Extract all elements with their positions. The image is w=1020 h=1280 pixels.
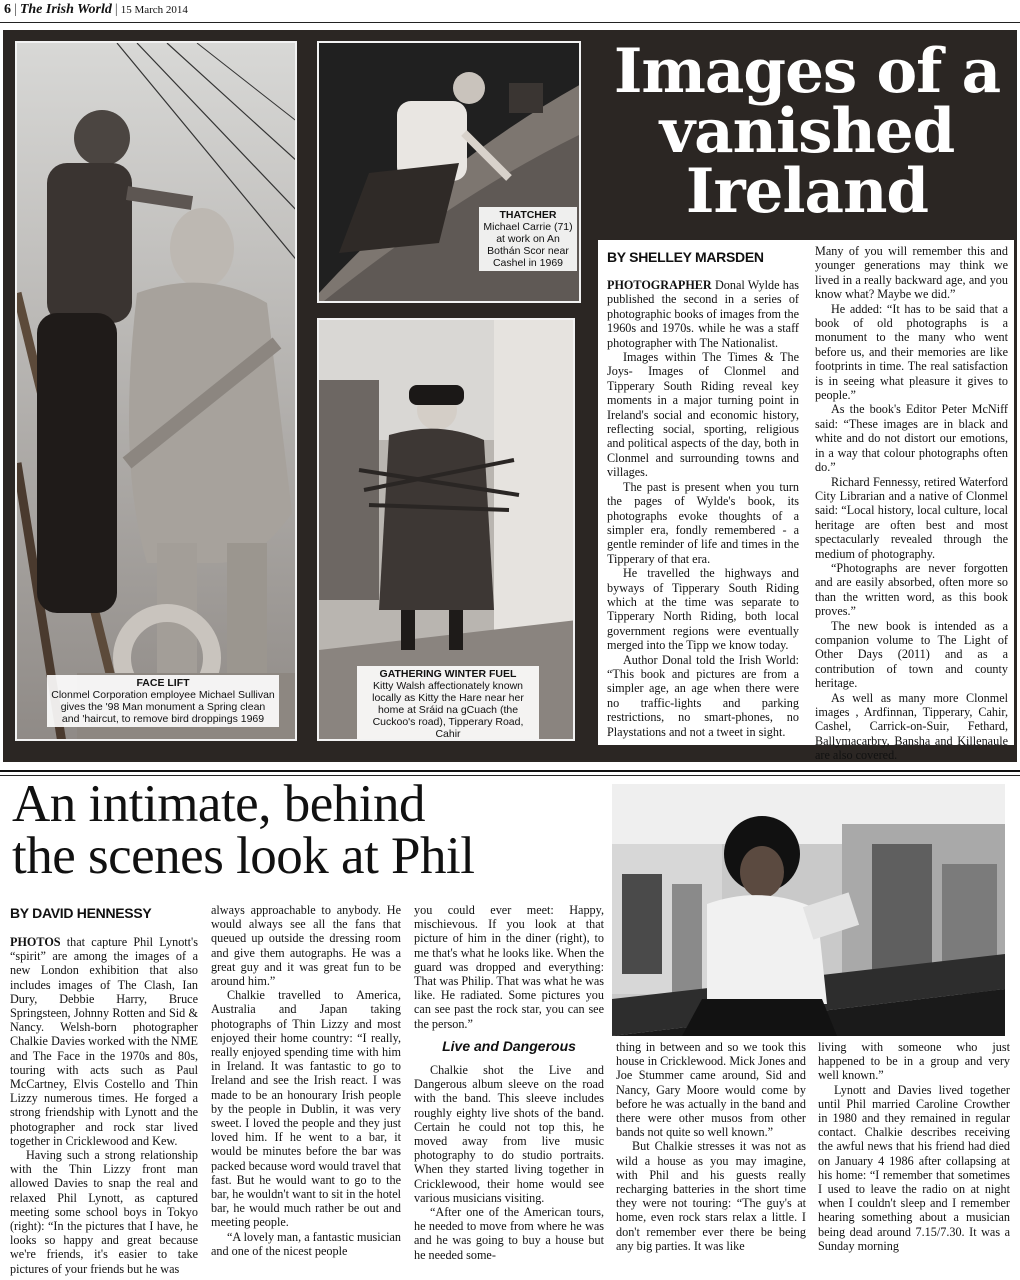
bottom-article-col5 [818,1040,1010,1253]
caption-thatcher [479,207,577,271]
diner-illustration [612,784,1005,1036]
paragraph [607,278,799,350]
page-number: 6 [4,2,11,17]
paragraph: Chalkie travelled to America, Australia and Japan taking photographs of Thin Lizzy and most enjoyed their home country: “I really, really enjoyed spending time with him in Ireland. It was fantastic to go to Ireland and see the Irish react. I was made to be an honourary Irish people by the people in Dublin, it was very sweet. I loved the people and they just loved him. If he went to a bar, it would be minutes before the bar was packed because word would travel that fast. But he would want to go to the bar, he wouldn't want to sit in the hotel bar, he would much rather be out and meeting people. [211,988,401,1230]
paragraph: “After one of the American tours, he needed to move from where he was and he was going to buy a house but he needed some- [414,1205,604,1262]
bottom-article-col3 [414,903,604,1262]
headline-line: Images of a [613,36,1001,107]
paragraph: Richard Fennessy, retired Waterford City Librarian and a native of Clonmel said: “Local history, local culture, local heritage are often best and most spectacularly revealed through the medium of photography. [815,474,1008,561]
paragraph-text: that capture Phil Lynott's “spirit” are among the images of a new London exhibition that also includes images of The Clash, Ian Dury, Debbie Harry, Bruce Springsteen, Johnny Rotten and Sid & Nancy. Welsh-born photographer Chalkie Davies worked with the NME and The Face in the 1970s and 80s, touring with acts such as Paul McCartney, Elvis Costello and Thin Lizzy numerous times. He forged a strong friendship with Lynott and the photographer and rock star lived together in Cricklewood and Kew. [10,935,198,1148]
paragraph: The new book is intended as a companion volume to The Light of Other Days (2011) and as a contribution of town and county heritage. [815,618,1008,691]
headline-line: vanished [659,96,955,167]
paragraph: always approachable to anybody. He would always see all the fans that queued up outside the dressing room and give them autographs. He was a great guy and it was great fun to be around him.” [211,903,401,989]
paragraph: The past is present when you turn the pages of Wylde's book, its photographs evoke thoughts of a simpler era, fondly remembered - a gentle reminder of life and times in the Tipperary of that era. [607,479,799,566]
paragraph: you could ever meet: Happy, mischievous. If you look at that picture of him in the diner (right), to me that's what he looks like. When the guard was dropped and everything: That was Philip. That was what he was like. He radiated. Some pictures you can see past the rock star, you can see the person.” [414,903,605,1031]
paragraph: Author Donal told the Irish World: “This book and pictures are from a simpler age, an age when there were no traffic-lights and parking restrictions, no smart-phones, no Playstations and not a tweet in sight. [607,652,799,739]
top-byline: BY SHELLEY MARSDEN [607,249,764,265]
caption-text: Clonmel Corporation employee Michael Sullivan gives the '98 Man monument a Spring clean and 'haircut, to remove bird droppings 1969 [51,689,275,725]
publication-name: The Irish World [19,2,112,17]
bottom-byline: BY DAVID HENNESSY [10,905,152,921]
caption-text: Michael Carrie (71) at work on An Bothán Scor near Cashel in 1969 [483,221,573,269]
top-article-col1 [607,278,799,739]
paragraph: He travelled the highways and byways of Tipperary South Riding which at the time was separate to Tipperary North Riding, both local government regions were eventually merged into the Tipp we know today. [607,566,799,653]
caption-title: THATCHER [499,209,557,221]
paragraph: As well as many more Clonmel images , Ardfinnan, Tipperary, Cahir, Cashel, Carrick-on-Suir, Fethard, Ballymacarbry, Bansha and Killenaule are also covered. [815,690,1008,763]
caption-title: GATHERING WINTER FUEL [379,668,517,680]
bottom-headline [12,775,612,885]
lead-word: PHOTOGRAPHER [607,278,712,292]
paragraph: living with someone who just happened to be in a group and very well known.” [818,1040,1010,1083]
caption-text: Kitty Walsh affectionately known locally as Kitty the Hare near her home at Sráid na gCuach (the Cuckoo's road), Tipperary Road, Cahir [372,680,524,740]
caption-title: FACE LIFT [136,677,190,689]
paragraph: Images within The Times & The Joys- Images of Clonmel and Tipperary South Riding reveal key moments in a major turning point in Ireland's social and economic history, reflecting social, sporting, religious and political aspects of the day, both in Clonmel and surrounding towns and villages. [607,350,799,480]
caption-face-lift [47,675,279,727]
paragraph: As the book's Editor Peter McNiff said: “These images are in black and white and do not distort our emotions, in a way that colour photographs often do.” [815,402,1008,475]
photo-winter-fuel [317,318,575,741]
paragraph: “Photographs are never forgotten and are easily absorbed, often more so than the written word, as this book proves.” [815,560,1008,619]
paragraph: Lynott and Davies lived together until Phil married Caroline Crowther in 1980 and they remained in regular contact. Chalkie describes receiving the awful news that his friend had died on January 4 1986 after collapsing at his home: “I remember that sometimes I used to leave the radio on at night when I couldn't sleep and I remember hearing something about a musician being dead around 7.15/7.30. It was a Sunday morning [818,1082,1010,1253]
section-rule [0,770,1020,772]
paragraph: But Chalkie stresses it was not as wild a house as you may imagine, with Phil and his guests really recharging batteries in the short time they were not touring: “The guy's at home, even rock stars relax a little. I don't remember ever there be being any big parties. It was like [616,1139,806,1253]
headline-line: the scenes look at Phil [12,827,475,885]
top-headline [598,36,1016,227]
photo-face-lift [15,41,297,741]
caption-winter-fuel [357,666,539,741]
lead-word: PHOTOS [10,935,61,949]
bottom-article-col2 [211,903,401,1258]
paragraph: “A lovely man, a fantastic musician and one of the nicest people [211,1229,401,1258]
subheading: Live and Dangerous [442,1037,576,1054]
paragraph: Chalkie shot the Live and Dangerous album sleeve on the road with the band. This sleeve includes roughly eighty live shots of the band. Certain he could not top this, he moved away from live music photography to do studio portraits. When they started living together in Cricklewood, their home would see various musicians visiting. [414,1063,604,1205]
top-article-col2 [815,244,1008,763]
paragraph: Many of you will remember this and younger generations may think we lived in a really backward age, and you know what? Maybe we did.” [815,244,1008,302]
masthead: 6 | The Irish World | 15 March 2014 [4,2,188,17]
paragraph: He added: “It has to be said that a book of old photographs is a monument to the many who went before us, and their memories are like footprints in time. The real satisfaction is in seeing what pleasure it gives to people.” [815,301,1008,403]
statue-illustration [17,43,297,741]
bottom-article-col1 [10,935,198,1276]
photo-thatcher [317,41,581,303]
header-rule [0,22,1020,23]
paragraph: Having such a strong relationship with the Thin Lizzy front man allowed Davies to snap the real and relaxed Phil Lynott, as captured meeting some school boys in Tokyo (right): “In the pictures that I have, he looks so happy and great because we're friends, it's easier to take pictures of your friends but he was [10,1148,198,1276]
headline-line: Ireland [685,156,929,227]
photo-phil-diner [612,784,1005,1036]
paragraph-text: Donal Wylde has published the second in a series of photographic books of images from the 1960s and 1970s. while he was a staff photographer with The Nationalist. [607,278,799,350]
paragraph: thing in between and so we took this house in Cricklewood. Mick Jones and Joe Stummer came around, Sid and Nancy, Gary Moore would come by before he was actually in the band and there were other musos from other bands not quite so well known.” [616,1040,806,1140]
bottom-article-col4 [616,1040,806,1253]
issue-date: 15 March 2014 [120,4,188,16]
paragraph [10,935,198,1148]
headline-line: An intimate, behind [12,775,425,833]
